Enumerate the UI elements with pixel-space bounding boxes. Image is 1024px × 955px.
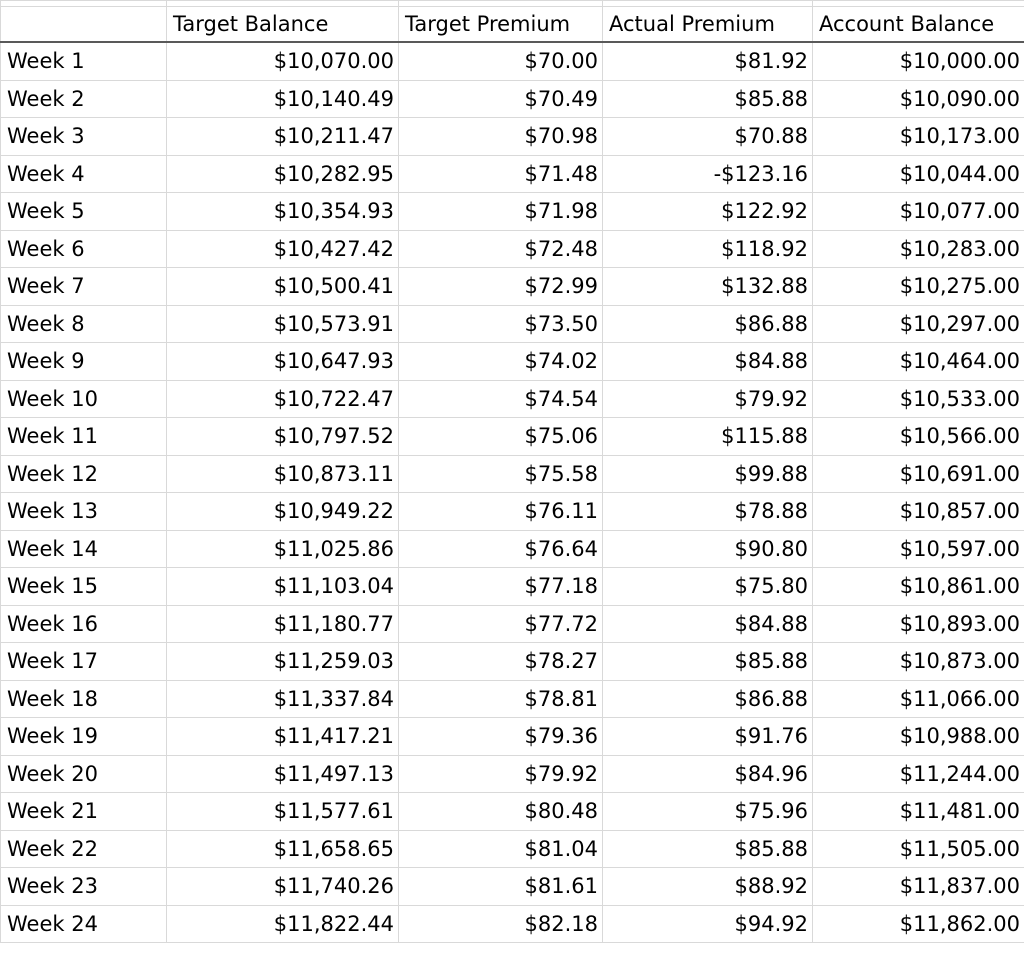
week-label-cell[interactable]: Week 2 (1, 80, 167, 118)
account-balance-cell[interactable]: $10,893.00 (813, 605, 1024, 643)
account-balance-cell[interactable]: $10,275.00 (813, 268, 1024, 306)
header-row (1, 7, 1024, 43)
table-row (1, 793, 1024, 831)
actual-premium-cell[interactable]: $79.92 (603, 380, 813, 418)
target-balance-cell[interactable]: $10,722.47 (167, 380, 399, 418)
table-row (1, 380, 1024, 418)
header-cell-corner[interactable] (1, 7, 167, 43)
account-balance-cell[interactable]: $11,505.00 (813, 830, 1024, 868)
account-balance-cell[interactable]: $10,044.00 (813, 155, 1024, 193)
target-balance-cell[interactable]: $10,211.47 (167, 118, 399, 156)
account-balance-cell[interactable]: $11,837.00 (813, 868, 1024, 906)
account-balance-cell[interactable]: $10,173.00 (813, 118, 1024, 156)
target-premium-cell[interactable]: $78.81 (399, 680, 603, 718)
week-label-cell[interactable]: Week 22 (1, 830, 167, 868)
table-row (1, 868, 1024, 906)
table-row (1, 643, 1024, 681)
week-label-cell[interactable]: Week 15 (1, 568, 167, 606)
actual-premium-cell[interactable]: $85.88 (603, 830, 813, 868)
target-balance-cell[interactable]: $11,658.65 (167, 830, 399, 868)
week-label-cell[interactable]: Week 21 (1, 793, 167, 831)
week-label-cell[interactable]: Week 17 (1, 643, 167, 681)
account-balance-cell[interactable]: $10,691.00 (813, 455, 1024, 493)
target-premium-cell[interactable]: $72.99 (399, 268, 603, 306)
table-row (1, 455, 1024, 493)
table-row (1, 418, 1024, 456)
week-label-cell[interactable]: Week 4 (1, 155, 167, 193)
account-balance-cell[interactable]: $10,464.00 (813, 343, 1024, 381)
table-row (1, 830, 1024, 868)
week-label-cell[interactable]: Week 7 (1, 268, 167, 306)
week-label-cell[interactable]: Week 1 (1, 42, 167, 80)
target-balance-cell[interactable]: $10,873.11 (167, 455, 399, 493)
week-label-cell[interactable]: Week 11 (1, 418, 167, 456)
table-row (1, 605, 1024, 643)
actual-premium-cell[interactable]: $86.88 (603, 305, 813, 343)
target-premium-cell[interactable]: $71.48 (399, 155, 603, 193)
actual-premium-cell[interactable]: $84.88 (603, 343, 813, 381)
account-balance-cell[interactable]: $10,000.00 (813, 42, 1024, 80)
account-balance-cell[interactable]: $11,066.00 (813, 680, 1024, 718)
table-row (1, 42, 1024, 80)
target-balance-cell[interactable]: $10,647.93 (167, 343, 399, 381)
table-row (1, 230, 1024, 268)
account-balance-cell[interactable]: $10,566.00 (813, 418, 1024, 456)
actual-premium-cell[interactable]: $75.80 (603, 568, 813, 606)
account-balance-cell[interactable]: $11,481.00 (813, 793, 1024, 831)
week-label-cell[interactable]: Week 18 (1, 680, 167, 718)
target-balance-cell[interactable]: $11,497.13 (167, 755, 399, 793)
target-premium-cell[interactable]: $72.48 (399, 230, 603, 268)
week-label-cell[interactable]: Week 16 (1, 605, 167, 643)
week-label-cell[interactable]: Week 6 (1, 230, 167, 268)
table-row (1, 268, 1024, 306)
target-balance-cell[interactable]: $11,577.61 (167, 793, 399, 831)
week-label-cell[interactable]: Week 12 (1, 455, 167, 493)
header-cell-target-balance[interactable]: Target Balance (167, 7, 399, 43)
target-premium-cell[interactable]: $79.36 (399, 718, 603, 756)
target-premium-cell[interactable]: $81.61 (399, 868, 603, 906)
week-label-cell[interactable]: Week 19 (1, 718, 167, 756)
target-premium-cell[interactable]: $70.98 (399, 118, 603, 156)
actual-premium-cell[interactable]: $78.88 (603, 493, 813, 531)
target-premium-cell[interactable]: $75.58 (399, 455, 603, 493)
target-premium-cell[interactable]: $80.48 (399, 793, 603, 831)
table-row (1, 343, 1024, 381)
actual-premium-cell[interactable]: $81.92 (603, 42, 813, 80)
table-row (1, 118, 1024, 156)
week-label-cell[interactable]: Week 23 (1, 868, 167, 906)
week-label-cell[interactable]: Week 10 (1, 380, 167, 418)
actual-premium-cell[interactable]: $70.88 (603, 118, 813, 156)
target-premium-cell[interactable]: $78.27 (399, 643, 603, 681)
target-balance-cell[interactable]: $11,740.26 (167, 868, 399, 906)
target-balance-cell[interactable]: $11,822.44 (167, 905, 399, 943)
week-label-cell[interactable]: Week 24 (1, 905, 167, 943)
target-balance-cell[interactable]: $10,140.49 (167, 80, 399, 118)
target-balance-cell[interactable]: $10,500.41 (167, 268, 399, 306)
target-premium-cell[interactable]: $77.18 (399, 568, 603, 606)
account-balance-cell[interactable]: $10,861.00 (813, 568, 1024, 606)
actual-premium-cell[interactable]: $99.88 (603, 455, 813, 493)
target-balance-cell[interactable]: $10,573.91 (167, 305, 399, 343)
target-premium-cell[interactable]: $75.06 (399, 418, 603, 456)
header-cell-target-premium[interactable]: Target Premium (399, 7, 603, 43)
actual-premium-cell[interactable]: $132.88 (603, 268, 813, 306)
table-row (1, 305, 1024, 343)
week-label-cell[interactable]: Week 14 (1, 530, 167, 568)
account-balance-cell[interactable]: $10,597.00 (813, 530, 1024, 568)
table-row (1, 530, 1024, 568)
account-balance-cell[interactable]: $10,297.00 (813, 305, 1024, 343)
header-cell-actual-premium[interactable]: Actual Premium (603, 7, 813, 43)
table-row (1, 155, 1024, 193)
target-balance-cell[interactable]: $11,180.77 (167, 605, 399, 643)
target-balance-cell[interactable]: $10,427.42 (167, 230, 399, 268)
target-balance-cell[interactable]: $11,417.21 (167, 718, 399, 756)
account-balance-cell[interactable]: $10,283.00 (813, 230, 1024, 268)
account-balance-cell[interactable]: $10,533.00 (813, 380, 1024, 418)
target-premium-cell[interactable]: $77.72 (399, 605, 603, 643)
account-balance-cell[interactable]: $10,857.00 (813, 493, 1024, 531)
target-balance-cell[interactable]: $10,797.52 (167, 418, 399, 456)
target-premium-cell[interactable]: $82.18 (399, 905, 603, 943)
actual-premium-cell[interactable]: $91.76 (603, 718, 813, 756)
actual-premium-cell[interactable]: $85.88 (603, 80, 813, 118)
actual-premium-cell[interactable]: $94.92 (603, 905, 813, 943)
target-premium-cell[interactable]: $71.98 (399, 193, 603, 231)
target-premium-cell[interactable]: $76.64 (399, 530, 603, 568)
account-balance-cell[interactable]: $10,988.00 (813, 718, 1024, 756)
actual-premium-cell[interactable]: $118.92 (603, 230, 813, 268)
header-cell-account-balance[interactable]: Account Balance (813, 7, 1024, 43)
table-row (1, 193, 1024, 231)
actual-premium-cell[interactable]: $84.88 (603, 605, 813, 643)
table-row (1, 493, 1024, 531)
target-premium-cell[interactable]: $81.04 (399, 830, 603, 868)
account-balance-cell[interactable]: $10,077.00 (813, 193, 1024, 231)
actual-premium-cell[interactable]: $84.96 (603, 755, 813, 793)
target-balance-cell[interactable]: $11,103.04 (167, 568, 399, 606)
target-balance-cell[interactable]: $11,025.86 (167, 530, 399, 568)
actual-premium-cell[interactable]: $122.92 (603, 193, 813, 231)
target-premium-cell[interactable]: $79.92 (399, 755, 603, 793)
target-premium-cell[interactable]: $74.02 (399, 343, 603, 381)
target-balance-cell[interactable]: $10,282.95 (167, 155, 399, 193)
actual-premium-cell[interactable]: $75.96 (603, 793, 813, 831)
account-balance-cell[interactable]: $11,244.00 (813, 755, 1024, 793)
account-balance-cell[interactable]: $10,090.00 (813, 80, 1024, 118)
account-balance-cell[interactable]: $11,862.00 (813, 905, 1024, 943)
target-premium-cell[interactable]: $74.54 (399, 380, 603, 418)
target-balance-cell[interactable]: $11,259.03 (167, 643, 399, 681)
account-balance-cell[interactable]: $10,873.00 (813, 643, 1024, 681)
week-label-cell[interactable]: Week 8 (1, 305, 167, 343)
week-label-cell[interactable]: Week 5 (1, 193, 167, 231)
target-balance-cell[interactable]: $10,949.22 (167, 493, 399, 531)
target-premium-cell[interactable]: $70.00 (399, 42, 603, 80)
table-row (1, 568, 1024, 606)
target-balance-cell[interactable]: $10,070.00 (167, 42, 399, 80)
actual-premium-cell[interactable]: $115.88 (603, 418, 813, 456)
target-balance-cell[interactable]: $10,354.93 (167, 193, 399, 231)
table-row (1, 718, 1024, 756)
target-premium-cell[interactable]: $73.50 (399, 305, 603, 343)
week-label-cell[interactable]: Week 20 (1, 755, 167, 793)
week-label-cell[interactable]: Week 9 (1, 343, 167, 381)
table-row (1, 905, 1024, 943)
table-row (1, 80, 1024, 118)
actual-premium-cell[interactable]: $85.88 (603, 643, 813, 681)
table-row (1, 680, 1024, 718)
week-label-cell[interactable]: Week 13 (1, 493, 167, 531)
actual-premium-cell[interactable]: $86.88 (603, 680, 813, 718)
table-row (1, 755, 1024, 793)
actual-premium-cell[interactable]: -$123.16 (603, 155, 813, 193)
target-premium-cell[interactable]: $70.49 (399, 80, 603, 118)
actual-premium-cell[interactable]: $90.80 (603, 530, 813, 568)
target-premium-cell[interactable]: $76.11 (399, 493, 603, 531)
actual-premium-cell[interactable]: $88.92 (603, 868, 813, 906)
target-balance-cell[interactable]: $11,337.84 (167, 680, 399, 718)
week-label-cell[interactable]: Week 3 (1, 118, 167, 156)
